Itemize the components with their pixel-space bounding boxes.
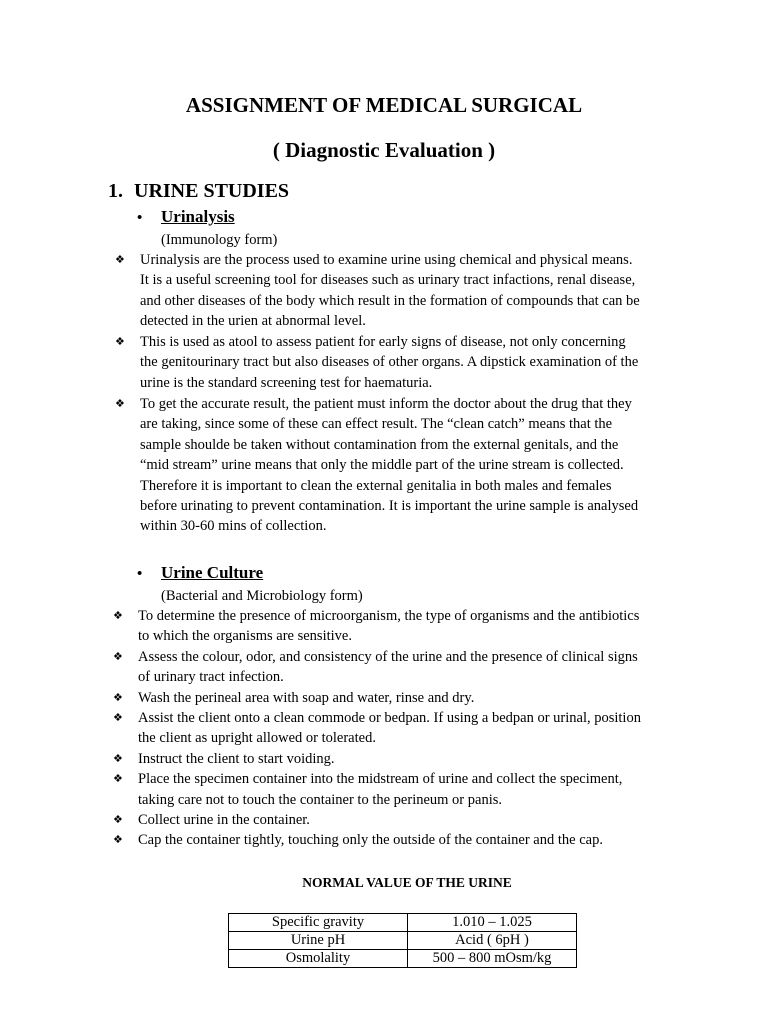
- paragraph-line: the genitourinary tract but also diseases of other organs. A dipstick examination of the: [140, 354, 639, 371]
- culture-step: [113, 830, 683, 850]
- paragraph-line: within 30-60 mins of collection.: [140, 518, 327, 535]
- step-line: Wash the perineal area with soap and water, rinse and dry.: [138, 689, 475, 706]
- step-line: to which the organisms are sensitive.: [138, 628, 352, 645]
- diamond-bullet-icon: ❖: [113, 711, 123, 725]
- culture-step: [113, 769, 683, 810]
- paragraph-line: detected in the urien at abnormal level.: [140, 313, 366, 330]
- table-cell-name: Osmolality: [229, 950, 408, 968]
- step-line: To determine the presence of microorganism, the type of organisms and the antibiotics: [138, 608, 640, 624]
- culture-step: [113, 606, 683, 647]
- section-heading: [108, 179, 289, 203]
- diamond-bullet-icon: ❖: [113, 813, 123, 827]
- section-number: 1.: [108, 180, 123, 202]
- culture-step: [113, 647, 683, 688]
- culture-form-note: (Bacterial and Microbiology form): [161, 588, 363, 604]
- normal-values-title: NORMAL VALUE OF THE URINE: [302, 875, 512, 890]
- step-line: Assist the client onto a clean commode or bedpan. If using a bedpan or urinal, position: [138, 710, 641, 727]
- step-line: Collect urine in the container.: [138, 812, 310, 829]
- table-row: [229, 914, 577, 932]
- paragraph-line: Urinalysis are the process used to examine urine using chemical and physical means.: [140, 252, 633, 268]
- bullet-dot-icon: •: [137, 210, 143, 226]
- diamond-bullet-icon: ❖: [113, 690, 123, 704]
- table-row: [229, 950, 577, 968]
- urinalysis-paragraph: [115, 332, 680, 393]
- diamond-bullet-icon: ❖: [113, 833, 123, 847]
- diamond-bullet-icon: ❖: [115, 335, 125, 348]
- paragraph-line: and other diseases of the body which result in the formation of compounds that can be: [140, 292, 640, 309]
- culture-heading-label: Urine Culture: [161, 563, 264, 582]
- paragraph-line: sample shoulde be taken without contamination from the external genitals, and the: [140, 436, 619, 453]
- urinalysis-form-note: (Immunology form): [161, 232, 278, 248]
- diamond-bullet-icon: ❖: [113, 649, 123, 663]
- step-line: Assess the colour, odor, and consistency of the urine and the presence of clinical signs: [138, 648, 638, 665]
- urinalysis-paragraph: [115, 250, 680, 332]
- step-line: Cap the container tightly, touching only the outside of the container and the cap.: [138, 832, 603, 849]
- diamond-bullet-icon: ❖: [113, 751, 123, 765]
- paragraph-line: It is a useful screening tool for diseases such as urinary tract infactions, renal disease,: [140, 272, 636, 289]
- step-line: taking care not to touch the container to the perineum or panis.: [138, 791, 502, 808]
- step-line: the client as upright allowed or tolerated.: [138, 730, 376, 747]
- culture-heading: [137, 563, 263, 584]
- culture-step: [113, 749, 683, 769]
- culture-step: [113, 688, 683, 708]
- paragraph-line: before urinating to prevent contamination. It is important the urine sample is analysed: [140, 498, 639, 515]
- paragraph-line: “mid stream” urine means that only the middle part of the urine stream is collected.: [140, 457, 624, 474]
- paragraph-line: To get the accurate result, the patient must inform the doctor about the drug that they: [140, 396, 632, 412]
- table-cell-value: 500 – 800 mOsm/kg: [408, 950, 577, 968]
- paragraph-line: Therefore it is important to clean the external genitalia in both males and females: [140, 477, 612, 494]
- diamond-bullet-icon: ❖: [115, 253, 125, 266]
- culture-step: [113, 810, 683, 830]
- document-title: ASSIGNMENT OF MEDICAL SURGICAL: [185, 93, 583, 117]
- diamond-bullet-icon: ❖: [113, 772, 123, 786]
- bullet-dot-icon: •: [137, 566, 143, 582]
- table-cell-name: Urine pH: [229, 932, 408, 950]
- paragraph-line: are taking, since some of these can effect result. The “clean catch” means that the: [140, 416, 613, 433]
- document-subtitle: ( Diagnostic Evaluation ): [272, 138, 496, 162]
- step-line: Place the specimen container into the midstream of urine and collect the speciment,: [138, 771, 623, 788]
- culture-step: [113, 708, 683, 749]
- urinalysis-heading-label: Urinalysis: [161, 207, 235, 226]
- table-cell-value: 1.010 – 1.025: [408, 914, 577, 932]
- paragraph-line: This is used as atool to assess patient for early signs of disease, not only concerning: [140, 334, 626, 350]
- urinalysis-heading: [137, 207, 235, 228]
- table-row: [229, 932, 577, 950]
- table-cell-name: Specific gravity: [229, 914, 408, 932]
- culture-steps-list: [113, 606, 683, 851]
- section-label: URINE STUDIES: [134, 180, 290, 202]
- table-cell-value: Acid ( 6pH ): [408, 932, 577, 950]
- normal-values-table: [228, 913, 577, 968]
- diamond-bullet-icon: ❖: [115, 397, 125, 410]
- step-line: Instruct the client to start voiding.: [138, 750, 335, 767]
- step-line: of urinary tract infection.: [138, 669, 284, 686]
- diamond-bullet-icon: ❖: [113, 609, 123, 622]
- urinalysis-paragraph: [115, 394, 680, 537]
- paragraph-line: urine is the standard screening test for haematuria.: [140, 374, 433, 391]
